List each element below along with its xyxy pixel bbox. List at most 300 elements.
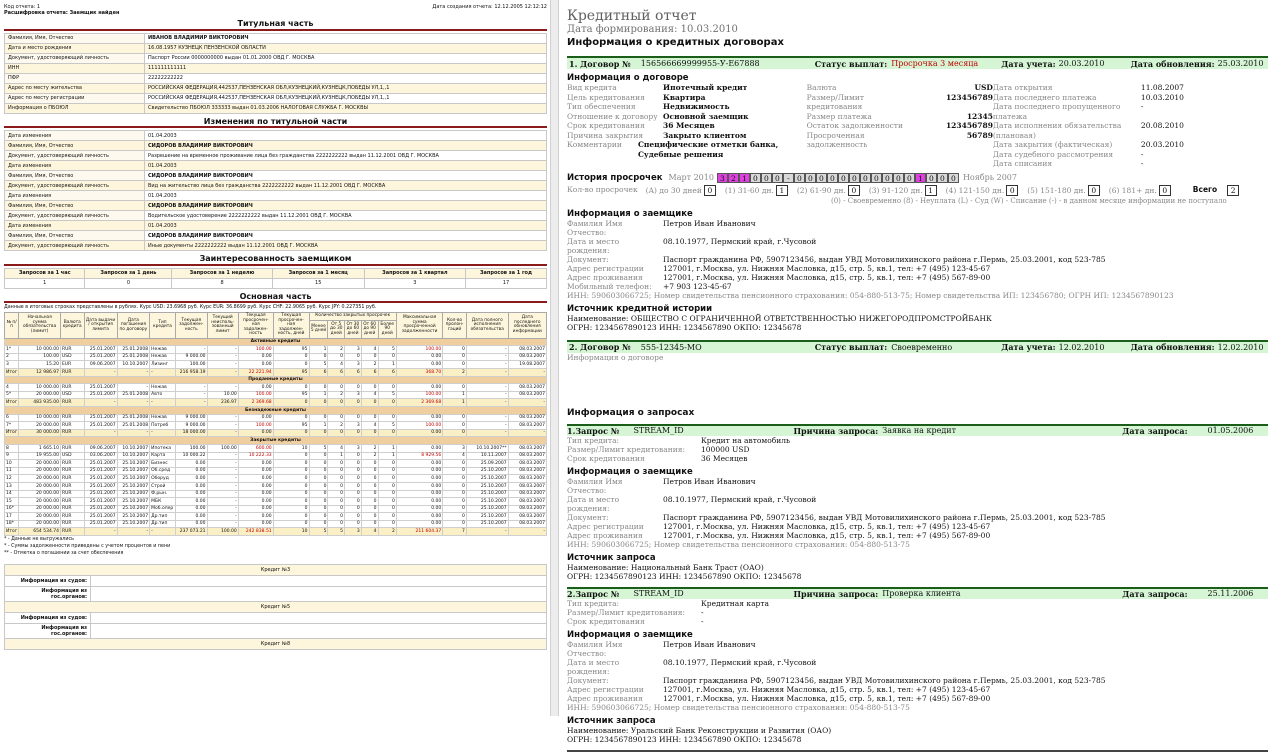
table-cell: 13 [5, 482, 19, 490]
table-row[interactable] [5, 475, 547, 483]
history-cell: 0 [904, 173, 915, 183]
table-cell: 10 [273, 528, 309, 536]
overdue-subheader: От 5 до 30 дней [328, 321, 345, 339]
table-cell: Итог [6, 369, 18, 375]
table-cell: 0 [309, 353, 328, 361]
table-cell: 0 [273, 452, 309, 460]
interest-value: 15 [272, 278, 364, 288]
table-cell: 20 000.00 [19, 467, 61, 475]
history-cell: 0 [871, 173, 882, 183]
info-row [567, 83, 807, 93]
kv-value: РОССИЙСКАЯ ФЕДЕРАЦИЯ,442537,ПЕНЗЕНСКАЯ ОБЛ,КУЗНЕЦКИЙ,КУЗНЕЦК,ПОБЕДЫ УЛ,1,,1 [145, 83, 547, 93]
column-header: Тип кредита [150, 313, 176, 339]
table-row[interactable] [5, 467, 547, 475]
table-cell: - [207, 505, 238, 513]
table-cell: 3 [443, 444, 467, 452]
borrower-row [567, 531, 1268, 540]
table-cell: 7* [5, 422, 19, 430]
table-cell: 10.10.2007 [117, 452, 150, 460]
table-cell: 2 369.68 [238, 399, 273, 407]
table-cell: 0 [309, 513, 328, 521]
kv-row [5, 43, 547, 53]
footer-value [91, 576, 547, 587]
table-cell: RUR [60, 528, 84, 536]
table-cell: 0 [309, 399, 328, 407]
kv-row [5, 211, 547, 221]
overdue-count-label: (3) 91-120 дн. [868, 185, 923, 195]
borrower-row [567, 264, 1268, 273]
contract-2-bar[interactable] [567, 340, 1268, 353]
table-cell: - [207, 422, 238, 430]
table-cell: 18* [5, 520, 19, 528]
borrower-row [567, 255, 1268, 264]
kv-row [5, 151, 547, 161]
table-cell: 10 000.00 [19, 346, 61, 354]
table-cell: 0 [273, 353, 309, 361]
table-cell: 08.03.2007 [508, 391, 546, 399]
table-cell: 95 [273, 346, 309, 354]
info-value: 20.08.2010 [1140, 121, 1184, 130]
table-cell: 0 [273, 429, 309, 437]
table-cell: 0 [443, 460, 467, 468]
table-cell: Итог [6, 529, 18, 535]
table-cell: 0 [273, 520, 309, 528]
table-cell: 1 [378, 361, 396, 369]
history-cell: 0 [761, 173, 772, 183]
title-section-heading: Титульная часть [4, 19, 547, 31]
borrower-key: Адрес проживания [567, 693, 643, 703]
borrower-value: 100000 USD [701, 444, 750, 454]
info-row [567, 121, 807, 131]
table-cell: - [207, 460, 238, 468]
info-row [567, 140, 807, 159]
request2-source-name: Наименование: Уральский Банк Реконструкции и Развития (ОАО) [567, 725, 832, 735]
borrower-value: Кредит на автомобиль [701, 435, 791, 445]
request1-bar[interactable] [567, 424, 1268, 436]
panel-divider [550, 0, 559, 716]
kv-key: Документ, удостоверяющий личность [5, 181, 145, 191]
table-cell: 3 [345, 422, 362, 430]
overdue-subheader: От 60 до 90 дней [361, 321, 378, 339]
borrower-key: Фамилия Имя Отчество: [567, 218, 623, 237]
info-row [567, 131, 807, 141]
report-header [4, 4, 547, 16]
table-cell: - [207, 513, 238, 521]
table-cell: 0 [361, 520, 378, 528]
table-cell: 20 000.00 [19, 460, 61, 468]
overdue-count [869, 185, 937, 196]
table-cell: 6 [5, 414, 19, 422]
table-cell: 25.01.2007 [84, 422, 117, 430]
table-cell: RUR [60, 498, 84, 506]
table-row[interactable] [5, 482, 547, 490]
contract-2-acc: 12.02.2010 [1058, 342, 1105, 352]
table-cell: 0 [345, 490, 362, 498]
table-cell: 19 955.00 [19, 452, 61, 460]
table-row[interactable] [5, 346, 547, 354]
borrower-row [567, 436, 1268, 445]
left-report-panel [0, 0, 550, 716]
table-cell: 11 [5, 467, 19, 475]
table-cell: 100.00 [19, 353, 61, 361]
borrower-row [567, 237, 1268, 255]
kv-key: Фамилия, Имя, Отчество [5, 33, 145, 43]
info-row [993, 159, 1268, 169]
history-cell: 0 [849, 173, 860, 183]
table-cell: 0 [273, 467, 309, 475]
total-row [5, 528, 547, 536]
info-value: Недвижимость [663, 102, 730, 111]
column-header: Дата полного исполнения обязательства [466, 313, 508, 339]
borrower-key: Документ: [567, 254, 609, 264]
info-value: 36 Месяцев [663, 121, 715, 130]
table-row[interactable] [5, 498, 547, 506]
kv-key: Фамилия, Имя, Отчество [5, 171, 145, 181]
table-cell: 08.03.2007 [508, 452, 546, 460]
table-cell: 25.01.2007 [84, 384, 117, 392]
kv-value: 16.08.1957 КУЗНЕЦК ПЕНЗЕНСКОЙ ОБЛАСТИ [145, 43, 547, 53]
table-cell: 0 [378, 475, 396, 483]
table-cell: - [466, 422, 508, 430]
table-cell: 09.06.2007 [84, 361, 117, 369]
kv-key: Дата изменения [5, 221, 145, 231]
table-cell: 0 [273, 399, 309, 407]
total-label: Всего [1192, 184, 1218, 194]
table-cell: 4 [361, 346, 378, 354]
table-cell: 25.10.2007 [117, 460, 150, 468]
contract-1-bar[interactable] [567, 56, 1268, 69]
table-cell: 0 [273, 498, 309, 506]
credit-report-title: Кредитный отчет [567, 8, 697, 24]
table-cell: 10.10.2007 [117, 361, 150, 369]
kv-row [5, 201, 547, 211]
footer-value [91, 613, 547, 624]
table-cell: 25.10.2007 [117, 505, 150, 513]
borrower-key: Адрес регистрации [567, 684, 644, 694]
table-cell: 0 [273, 460, 309, 468]
footer-row [5, 565, 547, 576]
request2-ids: ИНН: 590603066725; Номер свидетельства пенсионного страхования: 054-880-513-75 [567, 702, 910, 712]
request1-reason-label: Причина запроса: [793, 425, 879, 436]
borrower-value: +7 903 123-45-67 [663, 281, 732, 291]
history-cell: 0 [860, 173, 871, 183]
table-cell: 0 [309, 520, 328, 528]
column-header: Начальная сумма обязательства (лимит) [19, 313, 61, 339]
table-cell: 0.00 [396, 467, 442, 475]
info-key: Срок кредитования [567, 121, 645, 130]
info-key: Дата закрытия (фактическая) [992, 140, 1113, 149]
table-cell: 0 [273, 505, 309, 513]
column-header: Дата погашения по договору [117, 313, 150, 339]
borrower-key: Тип кредита: [567, 598, 620, 608]
history-cell: 1 [739, 173, 750, 183]
table-cell: 0.00 [396, 384, 442, 392]
footer-key: Информация из гос.органов: [5, 624, 91, 639]
table-cell: - [175, 384, 207, 392]
table-cell: - [466, 346, 508, 354]
kv-value: Водительское удостоверение 2222222222 выдан 11.12.2001 ОВД Г. МОСКВА [145, 211, 547, 221]
table-cell: 0 [309, 475, 328, 483]
history-cell: 0 [882, 173, 893, 183]
table-cell: USD [60, 391, 84, 399]
table-cell: 0 [345, 452, 362, 460]
kv-value: Паспорт России 0000000000 выдан 01.01.2000 ОВД Г. МОСКВА [145, 53, 547, 63]
table-cell: - [150, 528, 176, 536]
interest-header: Запросов за 1 час [5, 268, 85, 278]
request2-date-label: Дата запроса: [1122, 588, 1188, 599]
table-cell: 0 [443, 346, 467, 354]
column-header: Текущая задолжен-ность [175, 313, 207, 339]
info-value: 56789 [966, 130, 993, 140]
table-cell: - [207, 475, 238, 483]
table-cell: 0.00 [396, 490, 442, 498]
table-cell: 10 222.33 [238, 452, 273, 460]
table-cell: 483 935.00 [19, 399, 61, 407]
table-cell: 0.00 [396, 475, 442, 483]
table-cell: 08.03.2007 [508, 384, 546, 392]
footer-key: Информация из судов: [5, 613, 91, 624]
kv-key: Дата изменения [5, 191, 145, 201]
kv-key: Документ, удостоверяющий личность [5, 53, 145, 63]
kv-row [5, 171, 547, 181]
table-cell: - [207, 384, 238, 392]
table-cell: - [150, 369, 176, 377]
kv-key: Дата изменения [5, 161, 145, 171]
table-cell: Бизнес [150, 460, 176, 468]
borrower-key: Адрес регистрации [567, 263, 644, 273]
contracts-heading: Информация о кредитных договорах [567, 37, 784, 48]
table-cell: - [466, 399, 508, 407]
table-row[interactable] [5, 505, 547, 513]
table-cell: 25.01.2008 [117, 346, 150, 354]
borrower-value: Паспорт гражданина РФ, 5907123456, выдан УВД Мотовилихинского района г.Пермь, 25.03.2001, код 523-785 [663, 254, 1106, 264]
table-cell: 95 [273, 369, 309, 377]
info-key: Причина закрытия [567, 130, 644, 140]
table-cell: МБК [150, 498, 176, 506]
footer-key: Информация из судов: [5, 576, 91, 587]
info-value: Специфические отметки банка, Судебные решения [637, 140, 779, 159]
table-cell: 25.10.2007 [466, 475, 508, 483]
table-cell: 0 [273, 513, 309, 521]
table-cell: 95 [273, 422, 309, 430]
category-label: Проданные кредиты [5, 376, 547, 384]
table-cell: Оборуд [150, 475, 176, 483]
table-cell: 08.03.2007 [508, 444, 546, 452]
info-value: Основной заемщик [663, 111, 749, 121]
table-row[interactable] [5, 361, 547, 369]
history-cells [717, 173, 959, 183]
table-cell: 25.10.2007 [466, 498, 508, 506]
request2-reason: Проверка клиента [882, 589, 961, 598]
kv-key: Фамилия, Имя, Отчество [5, 201, 145, 211]
borrower-row [567, 640, 1268, 658]
table-cell: 0 [328, 490, 345, 498]
table-cell: 0 [378, 429, 396, 437]
borrower-row [567, 513, 1268, 522]
table-cell: 0 [328, 520, 345, 528]
footer-row [5, 624, 547, 639]
info-row [807, 121, 993, 131]
borrower-row [567, 445, 1268, 454]
table-cell: 0 [328, 399, 345, 407]
table-cell: Ф.рын. [150, 490, 176, 498]
table-cell: 10 000.22 [175, 452, 207, 460]
table-cell: 0 [345, 482, 362, 490]
footer-value [91, 587, 547, 602]
category-label: Активные кредиты [5, 338, 547, 346]
table-row[interactable] [5, 444, 547, 452]
total-row [5, 369, 547, 377]
kv-value: СИДОРОВ ВЛАДИМИР ВИКТОРОВИЧ [145, 171, 547, 181]
borrower-key: Дата и место рождения: [567, 236, 620, 255]
table-cell: 0 [378, 505, 396, 513]
table-cell: 25.10.2007 [117, 490, 150, 498]
table-cell: 0 [328, 384, 345, 392]
kv-row [5, 141, 547, 151]
table-cell: Нежав [150, 346, 176, 354]
category-row [5, 338, 547, 346]
table-cell: 9 [5, 452, 19, 460]
table-cell: - [117, 429, 150, 437]
table-cell: Моб.опер [150, 505, 176, 513]
kv-row [5, 191, 547, 201]
table-cell: 03.06.2007 [84, 452, 117, 460]
table-cell: 08.03.2007 [508, 520, 546, 528]
table-cell: 0 [345, 513, 362, 521]
table-cell: RUR [60, 505, 84, 513]
table-cell: 0.00 [238, 505, 273, 513]
table-cell: 0 [273, 414, 309, 422]
history-cell: 0 [805, 173, 816, 183]
table-cell: 25.10.2007 [466, 520, 508, 528]
info-value: - [1140, 102, 1144, 111]
table-cell: - [466, 353, 508, 361]
info-value: - [1140, 159, 1144, 168]
table-cell: - [207, 452, 238, 460]
history-cell: 0 [816, 173, 827, 183]
table-row[interactable] [5, 353, 547, 361]
table-cell: 0 [309, 460, 328, 468]
table-cell: RUR [60, 399, 84, 407]
table-cell: 1 [309, 391, 328, 399]
table-row[interactable] [5, 384, 547, 392]
table-cell: 100.00 [396, 422, 442, 430]
table-cell: Др.тип [150, 520, 176, 528]
borrower-row [567, 599, 1268, 608]
borrower-value: - [701, 616, 704, 626]
table-row[interactable] [5, 490, 547, 498]
changes-section-heading: Изменения по титульной части [4, 117, 547, 129]
kv-value: Иные документы 2222222222 выдан 11.12.2001 ОВД Г. МОСКВА [145, 241, 547, 251]
borrower-row [567, 219, 1268, 237]
table-cell: 4 [443, 452, 467, 460]
kv-key: Документ, удостоверяющий личность [5, 241, 145, 251]
table-cell: Лизинг [150, 361, 176, 369]
table-cell: 100.00 [207, 528, 238, 536]
table-cell: 0 [328, 498, 345, 506]
table-cell: RUR [60, 520, 84, 528]
table-cell: 10 [5, 460, 19, 468]
table-row[interactable] [5, 391, 547, 399]
history-legend: (0) - Своевременно (8) - Неуплата (L) - Суд (W) - Списание (-) - в данном месяце информации не поступало [831, 196, 1227, 205]
table-row[interactable] [5, 460, 547, 468]
table-cell: 0.00 [238, 361, 273, 369]
counts-label: Кол-во просрочек [567, 184, 638, 194]
interest-value: 17 [466, 278, 547, 288]
table-row[interactable] [5, 513, 547, 521]
interest-value: 1 [5, 278, 85, 288]
request2-bar[interactable] [567, 587, 1268, 599]
request1-reason: Заявка на кредит [882, 426, 957, 435]
table-cell: 1 665.10 [19, 444, 61, 452]
borrower-key: Размер/Лимит кредитования: [567, 444, 685, 454]
table-note: ** - Отметка о погашении за счет обеспечения [4, 550, 124, 556]
table-cell: 25.01.2007 [84, 414, 117, 422]
table-cell: 0 [378, 399, 396, 407]
overdue-subheader: Более 90 дней [378, 321, 396, 339]
table-cell: 4 [328, 444, 345, 452]
table-cell: 0.00 [175, 475, 207, 483]
table-cell: 0 [328, 414, 345, 422]
table-cell: 3 [345, 361, 362, 369]
borrower-value: 127001, г.Москва, ул. Нижняя Масловка, д15, стр. 5, кв.1, тел: +7 (495) 123-45-67 [663, 521, 991, 531]
info-key: Тип обеспечения [567, 102, 636, 111]
borrower-value: 08.10.1977, Пермский край, г.Чусовой [663, 657, 817, 667]
table-cell: Потреб [150, 422, 176, 430]
interest-header: Запросов за 1 день [85, 268, 172, 278]
table-cell: - [466, 361, 508, 369]
table-cell: 20 000.00 [19, 513, 61, 521]
table-cell: 20 000.00 [19, 490, 61, 498]
footer-row [5, 576, 547, 587]
info-row [567, 102, 807, 112]
borrower-key: Адрес проживания [567, 530, 643, 540]
column-header: Текущая просрочен-ная задолжен-ность [238, 313, 273, 339]
table-cell: 0 [345, 520, 362, 528]
table-row[interactable] [5, 414, 547, 422]
table-cell: 0.00 [238, 475, 273, 483]
table-cell: 0.00 [175, 490, 207, 498]
table-cell: 25.01.2007 [84, 475, 117, 483]
table-cell: 0 [361, 505, 378, 513]
info-value: 12345 [966, 111, 993, 121]
history-cell: - [783, 173, 794, 183]
table-cell: 25.10.2007 [117, 482, 150, 490]
interest-value: 8 [172, 278, 272, 288]
table-cell: 0.00 [175, 513, 207, 521]
table-row[interactable] [5, 422, 547, 430]
table-cell: Др.тип [150, 513, 176, 521]
table-cell: Нежав [150, 353, 176, 361]
table-cell: 6 [378, 369, 396, 377]
borrower-value: Петров Иван Иванович [663, 218, 756, 228]
overdue-subheader: Менее 5 дней [309, 321, 328, 339]
table-cell: 14 [5, 490, 19, 498]
table-cell: 216 958.19 [175, 369, 207, 377]
borrower-key: Мобильный телефон: [567, 281, 652, 291]
kv-value: 01.04.2003 [145, 161, 547, 171]
table-cell: 0 [361, 353, 378, 361]
info-value: Закрыто клиентом [663, 130, 747, 140]
table-cell: 25.10.2007 [466, 505, 508, 513]
table-row[interactable] [5, 452, 547, 460]
table-cell: 0.00 [175, 467, 207, 475]
table-cell: - [466, 528, 508, 536]
table-cell: 0 [443, 475, 467, 483]
request1-borrower [567, 477, 1268, 540]
table-row[interactable] [5, 520, 547, 528]
request1-source-ids: ОГРН: 1234567890123 ИНН: 1234567890 ОКПО: 12345678 [567, 571, 802, 581]
